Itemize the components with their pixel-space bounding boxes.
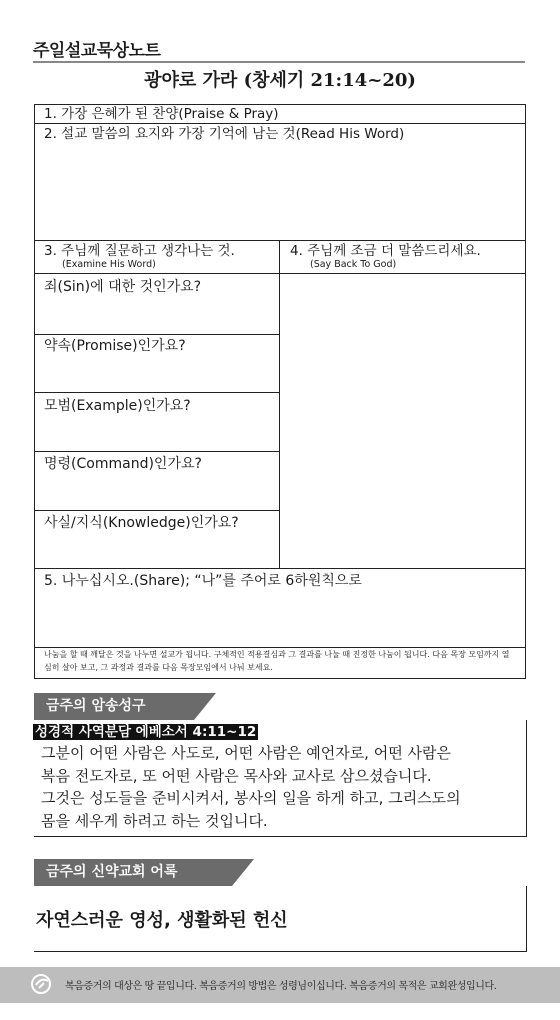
knowledge-prompt: 사실/지식(Knowledge)인가요?: [44, 515, 239, 531]
footer-text: 복음증거의 대상은 땅 끝입니다. 복음증거의 방법은 성령님이십니다. 복음증거의 목적은 교회완성입니다.: [65, 981, 497, 992]
share-prompt: 5. 나누십시오.(Share); “나”를 주어로 6하원칙으로: [44, 573, 362, 589]
row-divider: [34, 451, 279, 452]
row-divider: [34, 392, 279, 393]
question-prompt-en: (Examine His Word): [62, 259, 156, 270]
memory-verse-header: 금주의 암송성구: [34, 693, 194, 720]
verse-line: 그분이 어떤 사람은 사도로, 어떤 사람은 예언자로, 어떤 사람은: [41, 744, 451, 762]
row-divider: [34, 510, 279, 511]
sin-prompt: 죄(Sin)에 대한 것인가요?: [44, 279, 202, 295]
sermon-summary-prompt: 2. 설교 말씀의 요지와 가장 기억에 남는 것(Read His Word): [44, 126, 405, 142]
verse-line: 몸을 세우게 하려고 하는 것입니다.: [41, 811, 268, 830]
sermon-title: 광야로 가라 (창세기 21:14~20): [144, 70, 416, 91]
column-divider: [279, 240, 280, 569]
share-guidance-note: 나눔을 할 때 깨달은 것을 나누면 설교가 됩니다. 구체적인 적용결심과 그 결과를 나눌 때 진정한 나눔이 됩니다. 다음 목장 모임까지 열심히 살아 보고, 그 과정과 결과를 다음 목장모임에서 나눠 보세요.: [44, 650, 510, 672]
verse-line: 그것은 성도들을 준비시켜서, 봉사의 일을 하게 하고, 그리스도의: [41, 789, 461, 807]
title-divider: [33, 61, 525, 63]
promise-prompt: 약속(Promise)인가요?: [44, 338, 186, 354]
command-prompt: 명령(Command)인가요?: [44, 456, 202, 472]
row-divider: [34, 273, 526, 274]
verse-text: [41, 742, 525, 832]
verse-line: 복음 전도자로, 또 어떤 사람은 목사와 교사로 삼으셨습니다.: [41, 766, 432, 785]
church-logo-icon: [30, 973, 54, 995]
row-divider: [34, 568, 526, 569]
church-motto-text: 자연스러운 영성, 생활화된 헌신: [36, 910, 288, 931]
verse-reference: 성경적 사역분담 에베소서 4:11~12: [35, 724, 257, 740]
page-title: 주일설교묵상노트: [33, 41, 161, 61]
praise-prompt: 1. 가장 은혜가 된 찬양(Praise & Pray): [44, 106, 279, 122]
row-divider: [34, 240, 526, 241]
sermon-summary-area[interactable]: [35, 145, 525, 239]
church-motto-header: 금주의 신약교회 어록: [34, 859, 232, 886]
example-prompt: 모범(Example)인가요?: [44, 398, 191, 414]
speak-prompt-en: (Say Back To God): [310, 259, 397, 270]
speak-prompt: 4. 주님께 조금 더 말씀드리세요.: [290, 243, 481, 259]
question-prompt: 3. 주님께 질문하고 생각나는 것.: [44, 243, 235, 259]
